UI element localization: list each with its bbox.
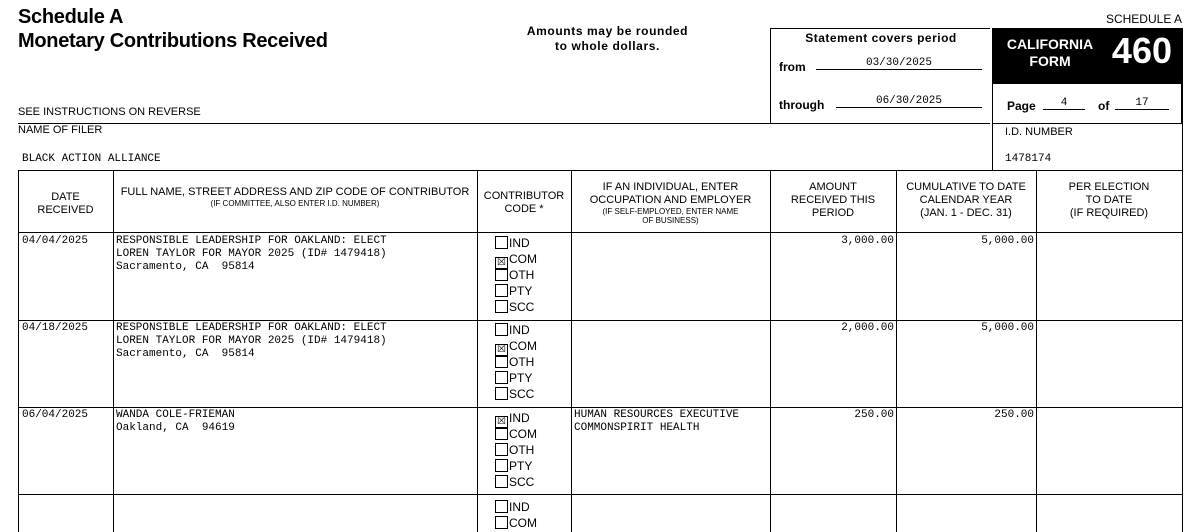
row-contributor-line1: RESPONSIBLE LEADERSHIP FOR OAKLAND: ELECT: [116, 322, 387, 334]
id-number: 1478174: [1005, 153, 1052, 165]
checkbox-box[interactable]: [495, 323, 508, 336]
row-cumulative: 5,000.00: [981, 235, 1034, 247]
page-box: [992, 84, 1182, 124]
statement-period-box: [770, 28, 990, 124]
code-label: OTH: [509, 268, 535, 282]
checkbox-box[interactable]: ☒: [495, 344, 508, 357]
col-border: [1036, 170, 1037, 532]
checkbox-box[interactable]: [495, 300, 508, 313]
form-badge: [992, 28, 1182, 84]
code-checkbox[interactable]: [495, 268, 534, 284]
schedule-subtitle: Monetary Contributions Received: [18, 30, 328, 52]
code-label: OTH: [509, 355, 535, 369]
form-state-label: CALIFORNIA FORM: [1006, 36, 1094, 69]
col-border: [113, 170, 114, 532]
row-amount: 250.00: [854, 409, 894, 421]
checkbox-box[interactable]: [495, 236, 508, 249]
col-border: [477, 170, 478, 532]
through-label: through: [779, 98, 825, 112]
instructions-note: SEE INSTRUCTIONS ON REVERSE: [18, 106, 201, 118]
row-date: 04/18/2025: [22, 322, 89, 334]
code-checkbox[interactable]: [495, 387, 534, 403]
checkbox-box[interactable]: [495, 500, 508, 513]
checkbox-box[interactable]: [495, 355, 508, 368]
checkbox-box[interactable]: [495, 459, 508, 472]
col-border: [896, 170, 897, 532]
checkbox-box[interactable]: ☒: [495, 416, 508, 429]
schedule-title: Schedule A: [18, 6, 124, 28]
table-header-bottom: [18, 232, 1183, 233]
id-number-label: I.D. NUMBER: [1005, 126, 1073, 138]
row-date: 04/04/2025: [22, 235, 89, 247]
col-header-amount: AMOUNT RECEIVED THIS PERIOD: [790, 181, 876, 219]
table-top-border: [18, 170, 1183, 171]
code-checkbox[interactable]: [495, 459, 532, 475]
row-contributor-line1: RESPONSIBLE LEADERSHIP FOR OAKLAND: ELECT: [116, 235, 387, 247]
row-contributor-line2: LOREN TAYLOR FOR MAYOR 2025 (ID# 1479418): [116, 335, 387, 347]
code-label: COM: [509, 252, 537, 266]
code-checkbox[interactable]: [495, 323, 530, 339]
row-contributor-line1: WANDA COLE-FRIEMAN: [116, 409, 235, 421]
code-checkbox[interactable]: [495, 443, 534, 459]
code-checkbox[interactable]: [495, 500, 530, 516]
code-checkbox[interactable]: [495, 236, 530, 252]
code-label: IND: [509, 411, 530, 425]
code-label: COM: [509, 516, 537, 530]
code-label: PTY: [509, 371, 533, 385]
id-divider: [992, 124, 993, 170]
code-label: OTH: [509, 443, 535, 457]
rounding-note: Amounts may be rounded to whole dollars.: [526, 24, 689, 53]
col-header-code: CONTRIBUTOR CODE *: [483, 190, 565, 215]
header-divider: [18, 123, 770, 124]
row-date: 06/04/2025: [22, 409, 89, 421]
form-number: 460: [1111, 30, 1172, 71]
of-label: of: [1098, 99, 1110, 113]
checkbox-box[interactable]: [495, 268, 508, 281]
col-header-occupation: IF AN INDIVIDUAL, ENTER OCCUPATION AND EMPLOYER (IF SELF-EMPLOYED, ENTER NAME OF BUSINESS): [589, 181, 752, 225]
col-border: [770, 170, 771, 532]
row-cumulative: 250.00: [994, 409, 1034, 421]
row-contributor-line2: Oakland, CA 94619: [116, 422, 235, 434]
checkbox-box[interactable]: [495, 475, 508, 488]
row-occupation: HUMAN RESOURCES EXECUTIVE: [574, 409, 740, 421]
col-header-date: DATE RECEIVED: [37, 191, 94, 216]
schedule-label: SCHEDULE A: [1105, 12, 1182, 26]
code-checkbox[interactable]: [495, 284, 532, 300]
checkbox-box[interactable]: [495, 284, 508, 297]
col-header-per-election: PER ELECTION TO DATE (IF REQUIRED): [1068, 181, 1150, 219]
row-contributor-line2: LOREN TAYLOR FOR MAYOR 2025 (ID# 1479418): [116, 248, 387, 260]
code-checkbox[interactable]: [495, 516, 537, 532]
col-border: [18, 170, 19, 532]
code-label: PTY: [509, 459, 533, 473]
code-checkbox[interactable]: [495, 252, 537, 268]
code-label: PTY: [509, 284, 533, 298]
from-date: 03/30/2025: [816, 57, 982, 70]
col-header-cumulative: CUMULATIVE TO DATE CALENDAR YEAR (JAN. 1 - DEC. 31): [906, 181, 1026, 219]
code-label: SCC: [509, 387, 535, 401]
through-date: 06/30/2025: [836, 95, 982, 108]
code-label: IND: [509, 323, 530, 337]
name-of-filer-label: NAME OF FILER: [18, 124, 103, 136]
col-header-name: FULL NAME, STREET ADDRESS AND ZIP CODE OF CONTRIBUTOR (IF COMMITTEE, ALSO ENTER I.D. NUMBER): [120, 186, 470, 208]
code-checkbox[interactable]: [495, 355, 534, 371]
checkbox-box[interactable]: [495, 443, 508, 456]
row-contributor-line3: Sacramento, CA 95814: [116, 261, 255, 273]
row-divider: [18, 407, 1183, 408]
code-label: IND: [509, 236, 530, 250]
row-employer: COMMONSPIRIT HEALTH: [574, 422, 700, 434]
checkbox-box[interactable]: [495, 427, 508, 440]
row-amount: 2,000.00: [841, 322, 894, 334]
filer-name: BLACK ACTION ALLIANCE: [22, 153, 161, 165]
checkbox-box[interactable]: ☒: [495, 257, 508, 270]
code-checkbox[interactable]: [495, 475, 534, 491]
right-border: [1182, 28, 1183, 170]
code-checkbox[interactable]: [495, 300, 534, 316]
total-pages: 17: [1115, 97, 1169, 110]
code-label: COM: [509, 427, 537, 441]
row-amount: 3,000.00: [841, 235, 894, 247]
row-contributor-line3: Sacramento, CA 95814: [116, 348, 255, 360]
page-label: Page: [1007, 99, 1036, 113]
code-checkbox[interactable]: [495, 371, 532, 387]
code-label: COM: [509, 339, 537, 353]
checkbox-box[interactable]: [495, 387, 508, 400]
code-checkbox[interactable]: [495, 339, 537, 355]
from-label: from: [779, 60, 806, 74]
checkbox-box[interactable]: [495, 516, 508, 529]
row-divider: [18, 494, 1183, 495]
row-divider: [18, 320, 1183, 321]
code-label: SCC: [509, 300, 535, 314]
col-border: [1182, 170, 1183, 532]
page-number: 4: [1043, 97, 1085, 110]
code-label: SCC: [509, 475, 535, 489]
row-cumulative: 5,000.00: [981, 322, 1034, 334]
statement-period-title: Statement covers period: [805, 31, 957, 45]
code-checkbox[interactable]: [495, 411, 530, 427]
checkbox-box[interactable]: [495, 371, 508, 384]
code-label: IND: [509, 500, 530, 514]
code-checkbox[interactable]: [495, 427, 537, 443]
